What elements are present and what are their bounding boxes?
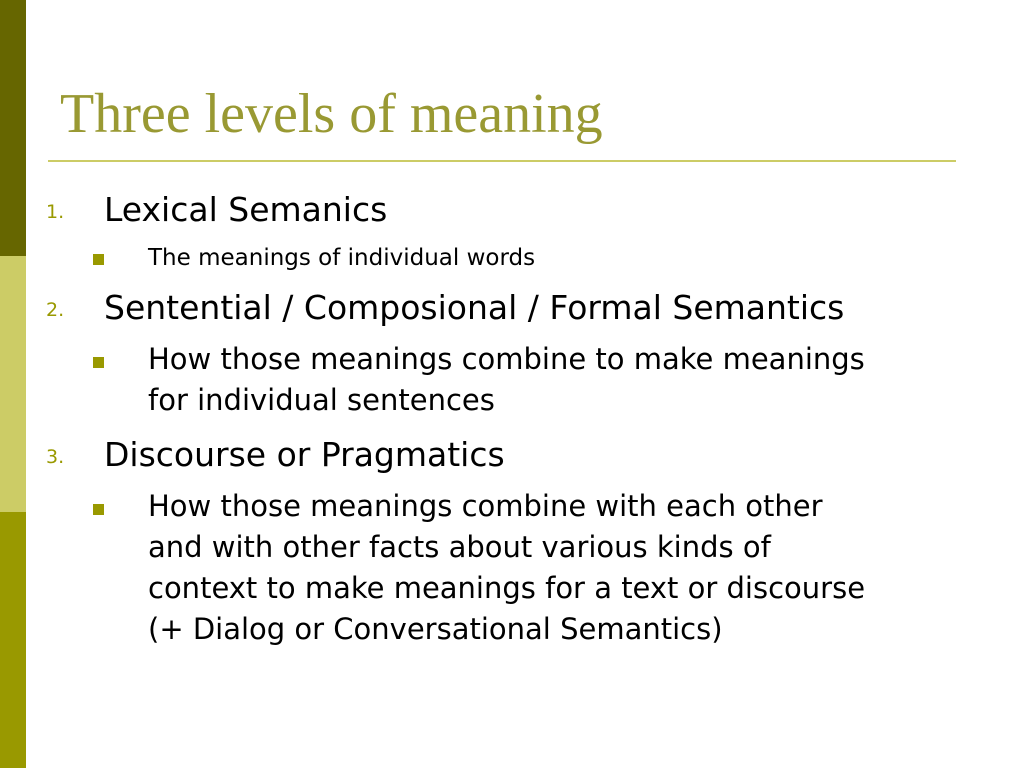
list-item-3-sub xyxy=(148,486,865,650)
list-item-3-label: Discourse or Pragmatics xyxy=(104,435,505,474)
sub-text-line: context to make meanings for a text or discourse xyxy=(148,571,866,605)
list-number-1: 1. xyxy=(46,201,65,223)
slide-title: Three levels of meaning xyxy=(60,83,603,145)
sub-text-line: (+ Dialog or Conversational Semantics) xyxy=(148,612,723,646)
sub-text-line: How those meanings combine to make meanings xyxy=(148,342,865,376)
list-number-2: 2. xyxy=(46,299,65,321)
list-number-3: 3. xyxy=(46,446,65,468)
sub-text-line: How those meanings combine with each other xyxy=(148,489,823,523)
square-bullet-icon xyxy=(93,504,104,515)
list-item-1-sub xyxy=(148,243,535,273)
square-bullet-icon xyxy=(93,254,104,265)
list-item-2-label: Sentential / Composional / Formal Semantics xyxy=(104,288,845,327)
sub-text-line: The meanings of individual words xyxy=(148,245,536,271)
sub-text-line: for individual sentences xyxy=(148,383,495,417)
sub-text-line: and with other facts about various kinds of xyxy=(148,530,771,564)
list-item-1-label: Lexical Semanics xyxy=(104,190,388,229)
list-item-2-sub xyxy=(148,339,865,421)
square-bullet-icon xyxy=(93,357,104,368)
